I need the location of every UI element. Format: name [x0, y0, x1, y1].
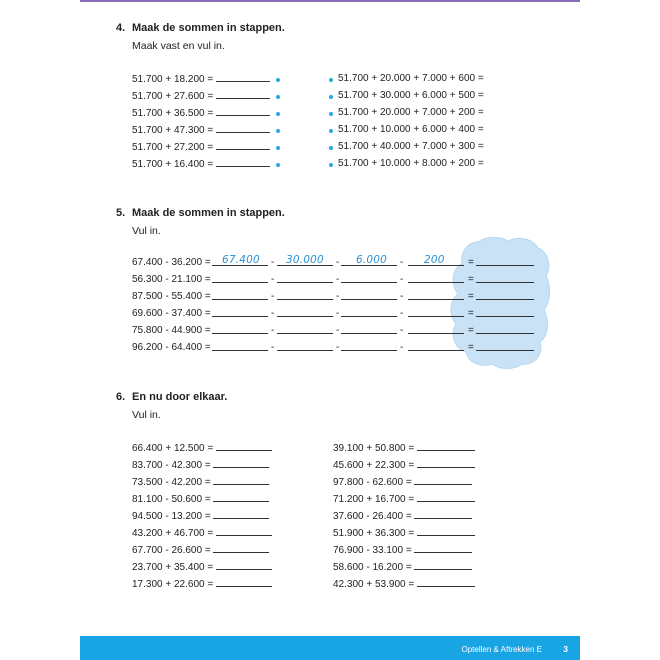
answer-blank[interactable]	[216, 577, 272, 587]
final-answer-blank[interactable]	[476, 273, 534, 283]
exercise-row	[132, 492, 269, 506]
minus-text: -	[271, 257, 275, 268]
equals-text: =	[468, 257, 474, 268]
step-answer-blank[interactable]	[341, 307, 397, 317]
exercise-text: 87.500 - 55.400 =	[132, 291, 211, 302]
step-blank	[341, 290, 397, 304]
final-answer-blank[interactable]	[476, 256, 534, 266]
answer-blank[interactable]	[216, 441, 272, 451]
section-4-title	[116, 22, 285, 34]
section-6-instruction: Vul in.	[132, 409, 161, 421]
equals-sign	[468, 341, 474, 355]
minus-sign	[400, 273, 403, 287]
step-answer-blank[interactable]	[212, 307, 268, 317]
step-blank	[341, 324, 397, 338]
answer-blank[interactable]	[216, 157, 270, 167]
section-6-number: 6.	[116, 391, 126, 403]
handwritten-example: 6.000	[356, 254, 388, 266]
step-blank	[212, 273, 268, 287]
exercise-text: 66.400 + 12.500 =	[132, 443, 214, 454]
equals-sign	[468, 307, 474, 321]
exercise-row	[132, 577, 272, 591]
exercise-text: 97.800 - 62.600 =	[333, 477, 412, 488]
page-number: 3	[563, 644, 568, 654]
exercise-text: 67.400 - 36.200 =	[132, 257, 211, 268]
step-blank	[277, 290, 333, 304]
exercise-row	[132, 458, 269, 472]
step-blank	[277, 324, 333, 338]
match-dot[interactable]	[276, 78, 280, 82]
final-blank	[476, 256, 534, 270]
minus-text: -	[336, 291, 340, 302]
expression-text: 51.700 + 40.000 + 7.000 + 300 =	[338, 141, 484, 152]
minus-text: -	[271, 274, 275, 285]
match-dot[interactable]	[329, 146, 333, 150]
step-answer-blank[interactable]	[212, 341, 268, 351]
exercise-row	[333, 441, 475, 455]
minus-sign	[271, 341, 274, 355]
step-blank	[341, 273, 397, 287]
section-4-number: 4.	[116, 22, 126, 34]
expression-text: 51.700 + 10.000 + 6.000 + 400 =	[338, 124, 484, 135]
exercise-row	[333, 475, 472, 489]
answer-blank[interactable]	[414, 509, 472, 519]
exercise-text: 45.600 + 22.300 =	[333, 460, 415, 471]
minus-sign	[336, 341, 339, 355]
exercise-row	[132, 441, 272, 455]
answer-blank[interactable]	[213, 492, 269, 502]
step-answer-blank[interactable]	[408, 290, 464, 300]
exercise-row	[333, 526, 475, 540]
expression-text: 51.700 + 20.000 + 7.000 + 200 =	[338, 107, 484, 118]
exercise-text: 43.200 + 46.700 =	[132, 528, 214, 539]
step-answer-blank[interactable]	[212, 324, 268, 334]
step-answer-blank[interactable]	[212, 290, 268, 300]
handwritten-example: 30.000	[286, 254, 324, 266]
step-blank	[408, 341, 464, 355]
equals-sign	[468, 290, 474, 304]
exercise-text: 83.700 - 42.300 =	[132, 460, 211, 471]
exercise-text: 75.800 - 44.900 =	[132, 325, 211, 336]
exercise-text: 73.500 - 42.200 =	[132, 477, 211, 488]
answer-blank[interactable]	[216, 123, 270, 133]
step-answer-blank[interactable]	[277, 273, 333, 283]
answer-blank[interactable]	[216, 140, 270, 150]
step-answer-blank[interactable]	[408, 307, 464, 317]
answer-blank[interactable]	[216, 72, 270, 82]
section-6-heading: En nu door elkaar.	[132, 391, 228, 403]
answer-blank[interactable]	[417, 458, 475, 468]
minus-sign	[400, 307, 403, 321]
minus-sign	[400, 290, 403, 304]
exercise-text: 58.600 - 16.200 =	[333, 562, 412, 573]
answer-blank[interactable]	[414, 543, 472, 553]
match-dot[interactable]	[276, 146, 280, 150]
answer-blank[interactable]	[417, 577, 475, 587]
minus-text: -	[336, 308, 340, 319]
answer-blank[interactable]	[414, 560, 472, 570]
exercise-text: 96.200 - 64.400 =	[132, 342, 211, 353]
equals-text: =	[468, 342, 474, 353]
exercise-row	[132, 341, 211, 355]
exercise-row	[132, 72, 270, 86]
exercise-row	[132, 123, 270, 137]
minus-text: -	[400, 308, 404, 319]
match-expression	[338, 123, 484, 137]
minus-text: -	[400, 291, 404, 302]
exercise-row	[132, 475, 269, 489]
minus-text: -	[336, 342, 340, 353]
step-blank	[408, 307, 464, 321]
step-answer-blank[interactable]	[341, 273, 397, 283]
match-expression	[338, 72, 484, 86]
exercise-row	[333, 458, 475, 472]
exercise-row	[132, 560, 272, 574]
minus-sign	[336, 324, 339, 338]
answer-blank[interactable]	[417, 441, 475, 451]
exercise-row	[132, 89, 270, 103]
exercise-text: 51.700 + 47.300 =	[132, 125, 214, 136]
step-blank	[408, 290, 464, 304]
final-answer-blank[interactable]	[476, 290, 534, 300]
expression-text: 51.700 + 30.000 + 6.000 + 500 =	[338, 90, 484, 101]
section-5-heading: Maak de sommen in stappen.	[132, 207, 285, 219]
exercise-text: 51.700 + 18.200 =	[132, 74, 214, 85]
step-answer-blank[interactable]	[277, 290, 333, 300]
answer-blank[interactable]	[213, 543, 269, 553]
step-blank	[341, 307, 397, 321]
step-blank	[212, 324, 268, 338]
step-blank	[277, 273, 333, 287]
equals-text: =	[468, 291, 474, 302]
section-5-title	[116, 207, 285, 219]
equals-sign	[468, 256, 474, 270]
minus-sign	[271, 324, 274, 338]
match-dot[interactable]	[276, 129, 280, 133]
equals-sign	[468, 273, 474, 287]
final-answer-blank[interactable]	[476, 324, 534, 334]
exercise-text: 51.700 + 36.500 =	[132, 108, 214, 119]
match-expression	[338, 140, 484, 154]
step-answer-blank[interactable]	[408, 341, 464, 351]
step-blank	[212, 290, 268, 304]
answer-blank[interactable]	[414, 475, 472, 485]
step-answer-blank[interactable]	[408, 324, 464, 334]
top-rule	[80, 0, 580, 2]
match-dot[interactable]	[329, 129, 333, 133]
minus-sign	[336, 273, 339, 287]
exercise-row	[132, 290, 211, 304]
exercise-row	[333, 560, 472, 574]
minus-sign	[336, 290, 339, 304]
equals-text: =	[468, 274, 474, 285]
step-blank	[212, 341, 268, 355]
minus-sign	[271, 307, 274, 321]
exercise-text: 42.300 + 53.900 =	[333, 579, 415, 590]
minus-sign	[400, 256, 403, 270]
exercise-text: 37.600 - 26.400 =	[333, 511, 412, 522]
final-blank	[476, 341, 534, 355]
answer-blank[interactable]	[216, 106, 270, 116]
handwritten-example: 200	[424, 254, 445, 266]
exercise-text: 39.100 + 50.800 =	[333, 443, 415, 454]
equals-text: =	[468, 308, 474, 319]
final-answer-blank[interactable]	[476, 341, 534, 351]
exercise-text: 67.700 - 26.600 =	[132, 545, 211, 556]
exercise-text: 23.700 + 35.400 =	[132, 562, 214, 573]
footer-bar	[80, 636, 580, 660]
minus-text: -	[271, 325, 275, 336]
minus-text: -	[336, 257, 340, 268]
final-answer-blank[interactable]	[476, 307, 534, 317]
answer-blank[interactable]	[417, 492, 475, 502]
exercise-row	[132, 140, 270, 154]
exercise-row	[132, 106, 270, 120]
exercise-text: 51.900 + 36.300 =	[333, 528, 415, 539]
section-4-instruction: Maak vast en vul in.	[132, 40, 225, 52]
section-4-heading: Maak de sommen in stappen.	[132, 22, 285, 34]
answer-blank[interactable]	[216, 560, 272, 570]
answer-blank[interactable]	[213, 458, 269, 468]
match-expression	[338, 89, 484, 103]
exercise-text: 69.600 - 37.400 =	[132, 308, 211, 319]
exercise-text: 17.300 + 22.600 =	[132, 579, 214, 590]
step-blank	[277, 341, 333, 355]
step-answer-blank[interactable]	[277, 307, 333, 317]
exercise-row	[132, 509, 269, 523]
exercise-row	[132, 157, 270, 171]
handwritten-example: 67.400	[222, 254, 260, 266]
expression-text: 51.700 + 10.000 + 8.000 + 200 =	[338, 158, 484, 169]
final-blank	[476, 307, 534, 321]
minus-sign	[400, 324, 403, 338]
minus-text: -	[271, 291, 275, 302]
match-dot[interactable]	[276, 95, 280, 99]
exercise-row	[333, 577, 475, 591]
step-blank	[408, 273, 464, 287]
step-answer-blank[interactable]	[341, 324, 397, 334]
match-expression	[338, 157, 484, 171]
match-expression	[338, 106, 484, 120]
minus-text: -	[400, 342, 404, 353]
final-blank	[476, 324, 534, 338]
exercise-row	[333, 492, 475, 506]
minus-text: -	[271, 342, 275, 353]
minus-text: -	[400, 325, 404, 336]
match-dot[interactable]	[276, 163, 280, 167]
minus-text: -	[400, 274, 404, 285]
section-5-instruction: Vul in.	[132, 225, 161, 237]
step-answer-blank[interactable]	[277, 324, 333, 334]
exercise-text: 51.700 + 27.600 =	[132, 91, 214, 102]
exercise-row	[132, 273, 211, 287]
minus-text: -	[271, 308, 275, 319]
equals-sign	[468, 324, 474, 338]
exercise-text: 94.500 - 13.200 =	[132, 511, 211, 522]
minus-text: -	[400, 257, 404, 268]
step-blank	[341, 341, 397, 355]
minus-sign	[271, 273, 274, 287]
minus-text: -	[336, 325, 340, 336]
exercise-text: 71.200 + 16.700 =	[333, 494, 415, 505]
match-dot[interactable]	[329, 112, 333, 116]
exercise-row	[132, 256, 211, 270]
minus-sign	[336, 307, 339, 321]
exercise-text: 51.700 + 27.200 =	[132, 142, 214, 153]
expression-text: 51.700 + 20.000 + 7.000 + 600 =	[338, 73, 484, 84]
minus-sign	[271, 290, 274, 304]
match-dot[interactable]	[329, 163, 333, 167]
step-answer-blank[interactable]	[277, 341, 333, 351]
section-6-title	[116, 391, 227, 403]
exercise-text: 81.100 - 50.600 =	[132, 494, 211, 505]
exercise-text: 56.300 - 21.100 =	[132, 274, 211, 285]
answer-blank[interactable]	[216, 89, 270, 99]
answer-blank[interactable]	[417, 526, 475, 536]
step-answer-blank[interactable]	[212, 273, 268, 283]
match-dot[interactable]	[329, 95, 333, 99]
answer-blank[interactable]	[213, 509, 269, 519]
step-answer-blank[interactable]	[408, 273, 464, 283]
step-answer-blank[interactable]	[341, 341, 397, 351]
exercise-row	[132, 543, 269, 557]
step-answer-blank[interactable]	[341, 290, 397, 300]
step-blank	[277, 307, 333, 321]
exercise-row	[132, 307, 211, 321]
equals-text: =	[468, 325, 474, 336]
exercise-row	[333, 509, 472, 523]
match-dot[interactable]	[329, 78, 333, 82]
final-blank	[476, 290, 534, 304]
exercise-text: 76.900 - 33.100 =	[333, 545, 412, 556]
answer-blank[interactable]	[213, 475, 269, 485]
answer-blank[interactable]	[216, 526, 272, 536]
step-blank	[408, 324, 464, 338]
exercise-row	[333, 543, 472, 557]
step-blank	[212, 307, 268, 321]
section-5-number: 5.	[116, 207, 126, 219]
minus-sign	[271, 256, 274, 270]
match-dot[interactable]	[276, 112, 280, 116]
exercise-row	[132, 526, 272, 540]
footer-label: Optellen & Aftrekken E	[461, 645, 542, 654]
exercise-text: 51.700 + 16.400 =	[132, 159, 214, 170]
minus-sign	[400, 341, 403, 355]
minus-sign	[336, 256, 339, 270]
final-blank	[476, 273, 534, 287]
minus-text: -	[336, 274, 340, 285]
exercise-row	[132, 324, 211, 338]
